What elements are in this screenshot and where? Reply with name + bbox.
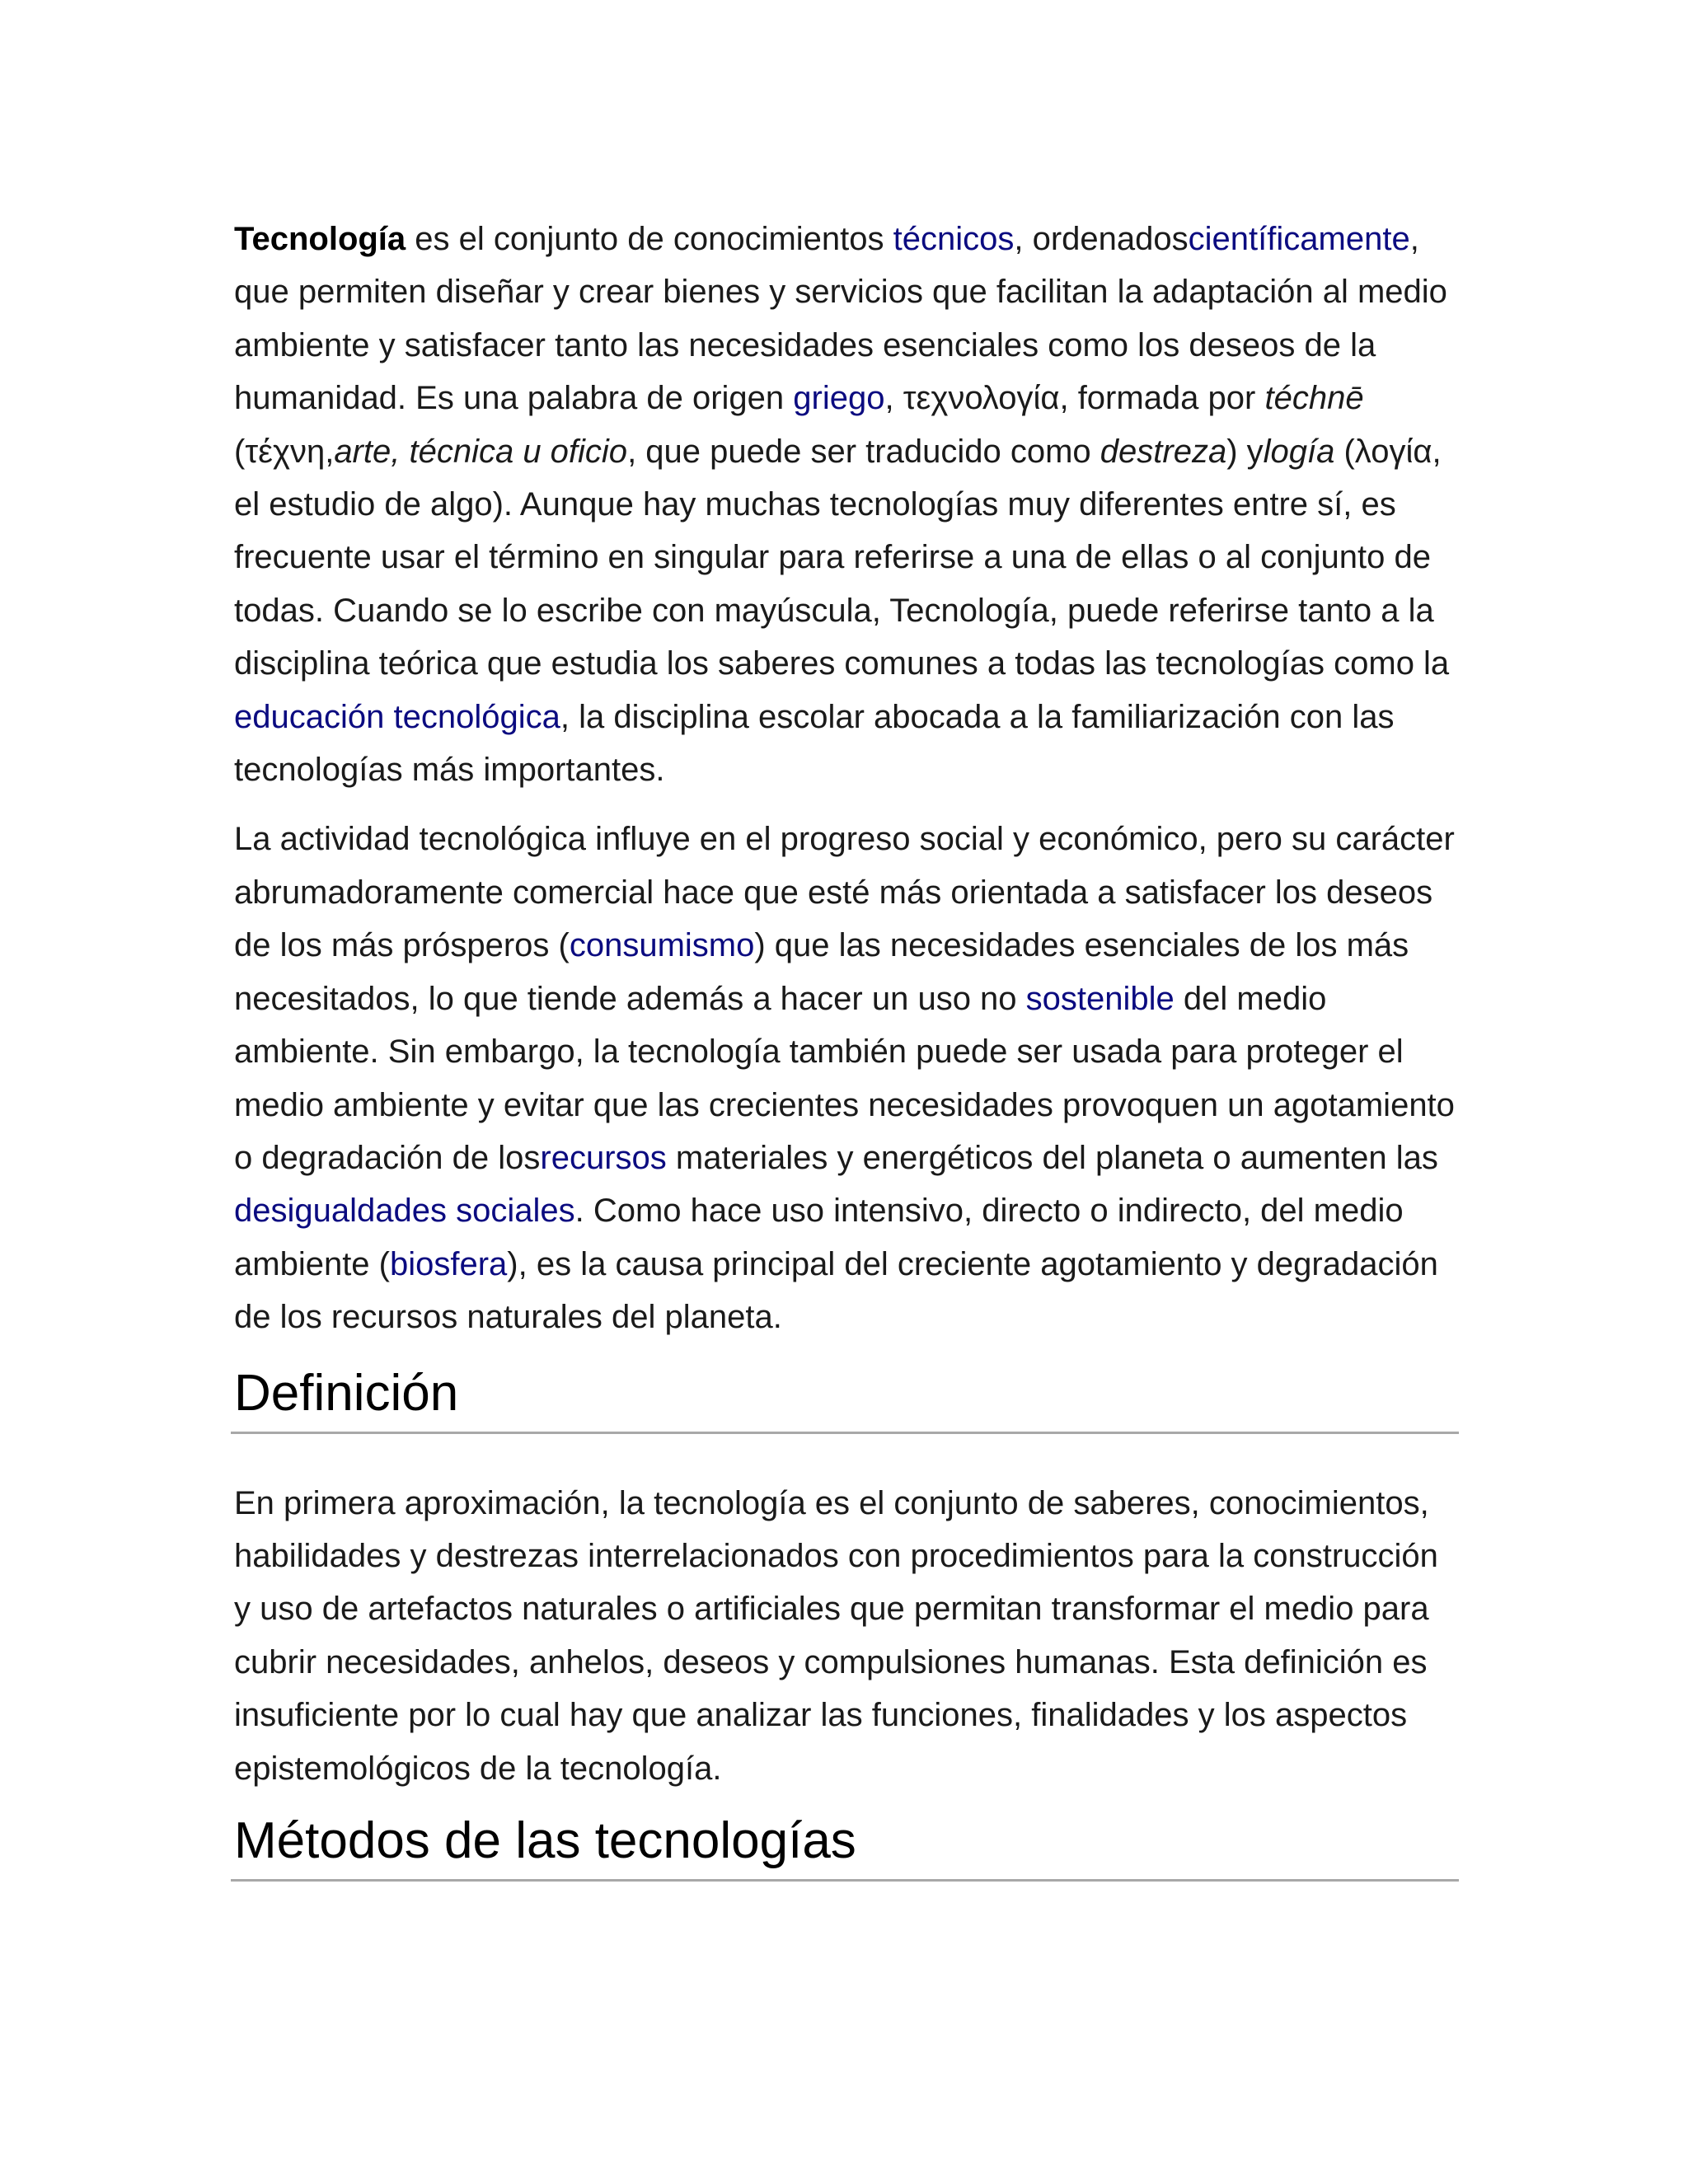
text-span: ), es la causa principal del creciente agotamiento y degradación de los recursos naturales del planeta. [234, 1245, 1438, 1336]
text-span: , τεχνολογία, formada por [884, 380, 1265, 417]
text-span: , que permiten diseñar y crear bienes y servicios que facilitan la adaptación al medio ambiente y satisfacer tanto las necesidades esenciales como los deseos de la humanidad. Es una palabra de origen [234, 221, 1447, 417]
section-heading-definicion: Definición [231, 1361, 1459, 1434]
link-recursos[interactable]: recursos [540, 1139, 667, 1176]
link-cientificamente[interactable]: científicamente [1188, 221, 1410, 257]
text-span: ) que las necesidades esenciales de los más necesitados, lo que tiende además a hacer un uso no [234, 927, 1409, 1017]
impact-paragraph [234, 813, 1459, 1343]
term-bold: Tecnología [234, 221, 406, 257]
text-span: , que puede ser traducido como [627, 433, 1100, 470]
text-span: , ordenados [1014, 221, 1189, 257]
link-tecnicos[interactable]: técnicos [893, 221, 1015, 257]
link-educacion-tecnologica[interactable]: educación tecnológica [234, 698, 560, 735]
link-griego[interactable]: griego [793, 380, 885, 417]
text-span: (λογία, el estudio de algo). Aunque hay muchas tecnologías muy diferentes entre sí, es frecuente usar el término en singular para referirse a una de ellas o al conjunto de todas. Cuando se lo escribe con mayúscula, Tecnología, puede referirse tanto a la disciplina teórica que estudia los saberes comunes a todas las tecnologías como la [234, 433, 1450, 682]
text-span: (τέχνη, [234, 433, 335, 470]
text-span: La actividad tecnológica influye en el progreso social y económico, pero su carácter abrumadoramente comercial hace que esté más orientada a satisfacer los deseos de los más prósperos ( [234, 821, 1455, 964]
definition-paragraph: En primera aproximación, la tecnología es el conjunto de saberes, conocimientos, habilidades y destrezas interrelacionados con procedimientos para la construcción y uso de artefactos naturales o artificiales que permitan transformar el medio para cubrir necesidades, anhelos, deseos y compulsiones humanas. Esta definición es insuficiente por lo cual hay que analizar las funciones, finalidades y los aspectos epistemológicos de la tecnología. [234, 1484, 1438, 1787]
italic-term: arte, técnica u oficio [334, 433, 628, 470]
link-consumismo[interactable]: consumismo [569, 927, 755, 964]
italic-term: destreza [1100, 433, 1227, 470]
text-span: . Como hace uso intensivo, directo o indirecto, del medio ambiente ( [234, 1193, 1404, 1282]
section-heading-metodos: Métodos de las tecnologías [231, 1808, 1459, 1882]
intro-paragraph [234, 213, 1459, 796]
link-sostenible[interactable]: sostenible [1025, 980, 1175, 1017]
italic-term: logía [1263, 433, 1335, 470]
text-span: es el conjunto de conocimientos [406, 221, 893, 257]
text-span: ) y [1226, 433, 1264, 470]
text-span: materiales y energéticos del planeta o aumenten las [666, 1139, 1438, 1176]
link-biosfera[interactable]: biosfera [389, 1245, 508, 1282]
italic-term: téchnē [1264, 380, 1364, 417]
link-desigualdades-sociales[interactable]: desigualdades sociales [234, 1193, 575, 1230]
text-span: del medio ambiente. Sin embargo, la tecnología también puede ser usada para proteger el medio ambiente y evitar que las crecientes necesidades provoquen un agotamiento o degradación de los [234, 980, 1455, 1176]
text-span: , la disciplina escolar abocada a la familiarización con las tecnologías más importantes. [234, 698, 1395, 789]
article-body [234, 213, 1459, 1882]
